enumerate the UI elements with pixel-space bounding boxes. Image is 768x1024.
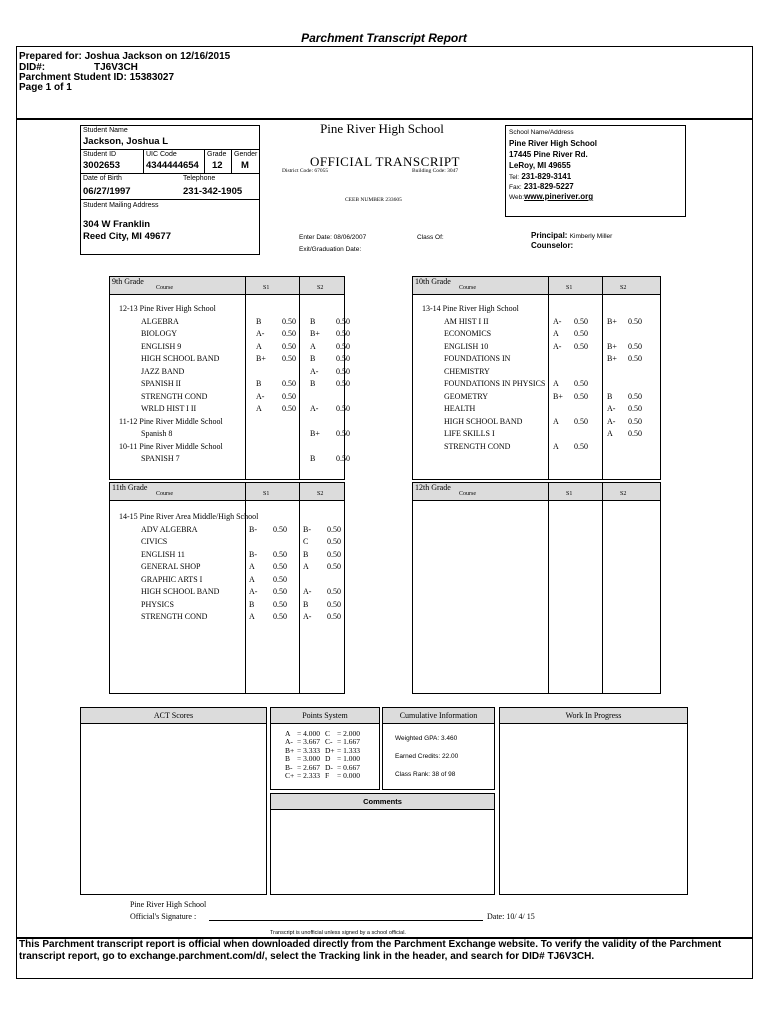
class-rank: Class Rank: 38 of 98: [395, 771, 456, 778]
s1-grade: A: [553, 329, 559, 338]
s2-grade: A: [310, 341, 316, 351]
school-address-name: Pine River High School: [509, 139, 598, 148]
points-value: D+: [325, 745, 335, 755]
exit-date: Exit/Graduation Date:: [299, 246, 362, 253]
s1-credit: 0.50: [273, 587, 287, 596]
course-name: ALGEBRA: [141, 316, 179, 326]
s1-credit: 0.50: [273, 524, 287, 534]
points-value: C-: [325, 737, 333, 747]
course-row: [413, 392, 660, 405]
s1-credit: 0.50: [273, 599, 287, 609]
course-row: [110, 316, 350, 330]
course-name: LIFE SKILLS I: [444, 429, 495, 438]
school-heading: 12-13 Pine River High School: [119, 304, 216, 313]
work-in-progress-section: [499, 707, 688, 895]
s2-grade: B+: [310, 329, 320, 338]
s1-grade: A-: [249, 587, 258, 596]
cumulative-section: [382, 707, 495, 790]
course-name: Spanish 8: [141, 429, 173, 438]
s2-grade: B+: [607, 341, 617, 351]
course-name: GRAPHIC ARTS I: [141, 574, 203, 584]
address-line2: Reed City, MI 49677: [83, 231, 172, 242]
school-address-street: 17445 Pine River Rd.: [509, 150, 588, 159]
course-row: [110, 404, 350, 417]
grade-9-box: [109, 276, 350, 480]
course-name: STRENGTH COND: [444, 441, 511, 451]
s2-grade: A-: [607, 404, 616, 413]
principal-name: Kimberly Miller: [569, 233, 613, 240]
s2-col-label: S2: [620, 491, 627, 497]
s1-credit: 0.50: [282, 316, 296, 326]
course-row: [413, 442, 660, 455]
course-name: FOUNDATIONS IN: [444, 354, 511, 363]
building-code: Building Code: 3047: [412, 168, 459, 174]
s2-col-label: S2: [620, 285, 627, 291]
course-name: BIOLOGY: [141, 329, 177, 338]
course-name: CHEMISTRY: [444, 366, 490, 376]
s2-grade: A-: [303, 612, 312, 621]
points-value: = 3.000: [297, 754, 320, 764]
school-tel: [509, 172, 571, 181]
s2-grade: B+: [607, 354, 617, 363]
s2-grade: A-: [310, 404, 319, 413]
parchment-student-id: Parchment Student ID: 15383027: [19, 72, 175, 83]
s1-grade: A: [256, 341, 262, 351]
gender-value: M: [241, 160, 249, 171]
grade-header: [413, 277, 660, 295]
s2-credit: 0.50: [327, 587, 341, 596]
course-name: FOUNDATIONS IN PHYSICS: [444, 379, 546, 388]
s2-credit: 0.50: [628, 316, 642, 326]
s2-credit: 0.50: [336, 429, 350, 438]
course-row: [110, 392, 344, 405]
points-value: B-: [285, 762, 293, 772]
s2-credit: 0.50: [628, 391, 642, 401]
course-row: [110, 600, 344, 613]
points-system-section: [270, 707, 380, 790]
grade-title: 11th Grade: [112, 483, 148, 492]
course-row: [110, 537, 344, 550]
fax-label: Fax:: [509, 184, 522, 191]
points-value: A: [285, 729, 291, 738]
s1-grade: B-: [249, 549, 257, 559]
uic-code: 4344444654: [146, 160, 199, 171]
document-title: OFFICIAL TRANSCRIPT: [310, 154, 460, 169]
counselor-label: Counselor:: [531, 241, 574, 250]
course-name: ENGLISH 10: [444, 341, 489, 351]
comments-header: Comments: [271, 794, 494, 810]
did-value: TJ6V3CH: [94, 62, 138, 73]
s2-grade: B: [310, 454, 316, 463]
s2-grade: B: [310, 379, 316, 388]
tel-label: Tel:: [509, 174, 520, 181]
school-fax: [509, 182, 574, 191]
course-row: [110, 329, 350, 342]
points-value: B: [285, 754, 291, 764]
course-name: AM HIST I II: [444, 316, 489, 326]
course-name: GEOMETRY: [444, 391, 488, 401]
comments-section: [270, 793, 495, 895]
s1-grade: A: [249, 562, 255, 571]
s1-col-label: S1: [263, 491, 270, 497]
s1-credit: 0.50: [273, 612, 287, 621]
s1-grade: A-: [553, 316, 562, 326]
s2-grade: A-: [607, 416, 616, 426]
points-value: D: [325, 754, 331, 764]
course-name: GENERAL SHOP: [141, 562, 201, 571]
school-heading: 11-12 Pine River Middle School: [119, 416, 223, 426]
student-id: 3002653: [83, 160, 120, 171]
school-heading: 13-14 Pine River High School: [422, 304, 519, 313]
points-value: = 2.000: [337, 729, 360, 738]
course-row: [110, 417, 344, 430]
points-value: C: [325, 729, 331, 738]
s1-grade: B+: [553, 391, 563, 401]
s2-credit: 0.50: [336, 354, 350, 363]
s2-col-label: S2: [317, 491, 324, 497]
signature-date: Date: 10/ 4/ 15: [487, 912, 535, 921]
grade-header: [110, 483, 344, 501]
s2-grade: B+: [607, 316, 617, 326]
s2-grade: B-: [303, 524, 311, 534]
course-row: [110, 366, 350, 380]
s1-credit: 0.50: [574, 341, 588, 351]
course-row: [110, 575, 344, 588]
s1-credit: 0.50: [273, 549, 287, 559]
course-name: ADV ALGEBRA: [141, 524, 198, 534]
course-row: [110, 612, 344, 625]
s1-col-label: S1: [566, 491, 573, 497]
student-id-cell: [81, 150, 144, 174]
points-value: = 2.333: [297, 770, 320, 780]
points-value: D-: [325, 762, 333, 772]
uic-cell: [144, 150, 205, 174]
course-col-label: Course: [156, 285, 173, 291]
s1-credit: 0.50: [574, 416, 588, 426]
gender-cell: [232, 150, 259, 174]
course-row: [110, 341, 350, 355]
s2-credit: 0.50: [628, 354, 642, 363]
points-value: = 1.667: [337, 737, 360, 747]
school-heading: 14-15 Pine River Area Middle/High School: [119, 512, 259, 521]
course-row: [110, 587, 344, 600]
phone-label: Telephone: [183, 175, 216, 182]
points-value: C+: [285, 770, 295, 780]
fax-value: 231-829-5227: [523, 182, 574, 191]
student-name-label: Student Name: [83, 127, 128, 134]
s1-col-label: S1: [263, 285, 270, 291]
footer-notice: This Parchment transcript report is official when downloaded directly from the Parchment Exchange website. To verify the validity of the Parchment transcript report, go to exchange.parchment.com/d/, select the Tracking link in the header, and search for DID# TJ6V3CH.: [19, 939, 722, 962]
dob-phone-cell: [81, 174, 259, 200]
report-title: Parchment Transcript Report: [301, 31, 467, 45]
address-line1: 304 W Franklin: [83, 219, 151, 230]
course-name: ENGLISH 11: [141, 549, 185, 559]
dob-value: 06/27/1997: [83, 186, 131, 197]
s1-grade: A: [553, 416, 559, 426]
s2-credit: 0.50: [327, 612, 341, 621]
uic-label: UIC Code: [146, 151, 177, 158]
course-col-label: Course: [156, 491, 173, 497]
s2-credit: 0.50: [628, 341, 642, 351]
column-divider: [602, 483, 603, 693]
s2-col-label: S2: [317, 285, 324, 291]
course-row: [413, 417, 660, 430]
signature-school: Pine River High School: [130, 900, 207, 909]
s1-grade: B: [256, 379, 262, 388]
points-value: = 2.667: [297, 762, 320, 772]
course-name: ENGLISH 9: [141, 341, 182, 351]
course-row: [110, 562, 344, 575]
s2-credit: 0.50: [327, 599, 341, 609]
phone-value: 231-342-1905: [183, 186, 243, 197]
s1-col-label: S1: [566, 285, 573, 291]
course-row: [413, 342, 660, 355]
s2-credit: 0.50: [336, 454, 350, 463]
course-row: [413, 367, 660, 380]
points-value: F: [325, 770, 330, 780]
course-row: [110, 454, 350, 467]
act-scores-header: ACT Scores: [81, 708, 266, 724]
s1-grade: B-: [249, 524, 257, 534]
grade-value: 12: [212, 160, 223, 171]
signature-label: Official's Signature :: [130, 912, 197, 921]
s2-credit: 0.50: [327, 562, 341, 571]
s1-grade: A-: [553, 341, 562, 351]
dob-label: Date of Birth: [83, 175, 122, 182]
s2-grade: B: [303, 549, 309, 559]
s1-grade: A: [249, 574, 255, 584]
s2-grade: A-: [303, 587, 312, 596]
s2-grade: A-: [310, 366, 319, 376]
gender-label: Gender: [234, 151, 258, 158]
s2-grade: B: [310, 316, 316, 326]
signature-line[interactable]: [209, 920, 483, 921]
s2-credit: 0.50: [327, 549, 341, 559]
s1-grade: A-: [256, 391, 265, 401]
points-value: = 0.667: [337, 762, 360, 772]
points-value: B+: [285, 745, 295, 755]
s1-credit: 0.50: [282, 391, 296, 401]
s1-credit: 0.50: [282, 341, 296, 351]
work-in-progress-header: Work In Progress: [500, 708, 687, 724]
s1-grade: A: [553, 441, 559, 451]
points-value: = 1.000: [337, 754, 360, 764]
principal-label: Principal:: [531, 231, 568, 240]
s2-credit: 0.50: [336, 404, 350, 413]
points-value: = 4.000: [297, 729, 320, 738]
s1-grade: A: [256, 404, 262, 413]
web-label: Web:: [509, 194, 525, 201]
course-row: [413, 429, 660, 442]
s1-grade: A-: [256, 329, 265, 338]
s2-credit: 0.50: [327, 524, 341, 534]
school-address-box: [505, 125, 686, 217]
s1-grade: B+: [256, 354, 266, 363]
grade-10-box: [412, 276, 661, 480]
s1-credit: 0.50: [282, 329, 296, 338]
points-value: = 1.333: [337, 745, 360, 755]
district-code: District Code: 67055: [282, 168, 329, 174]
course-name: JAZZ BAND: [141, 366, 185, 376]
s2-grade: C: [303, 537, 309, 546]
course-name: CIVICS: [141, 537, 168, 546]
s2-credit: 0.50: [628, 416, 642, 426]
page-number: Page 1 of 1: [19, 82, 72, 93]
act-scores-section: [80, 707, 267, 895]
s1-credit: 0.50: [574, 391, 588, 401]
s1-grade: B: [256, 316, 262, 326]
s2-grade: B: [303, 599, 309, 609]
student-id-label: Student ID: [83, 151, 117, 158]
student-name-cell: [81, 126, 259, 150]
school-address-label: School Name/Address: [509, 129, 574, 136]
course-row: [110, 304, 344, 317]
s2-credit: 0.50: [336, 316, 350, 326]
s1-grade: A: [249, 612, 255, 621]
grade-title: 10th Grade: [415, 277, 451, 286]
course-name: SPANISH II: [141, 379, 181, 388]
course-row: [413, 317, 660, 330]
course-row: [110, 354, 350, 367]
course-name: SPANISH 7: [141, 454, 180, 463]
earned-credits: Earned Credits: 22.00: [395, 753, 459, 760]
grade-title: 9th Grade: [112, 277, 144, 286]
s2-grade: B: [607, 391, 613, 401]
prepared-for: Prepared for: Joshua Jackson on 12/16/2015: [19, 51, 231, 62]
s2-credit: 0.50: [628, 404, 642, 413]
points-value: = 0.000: [337, 770, 360, 780]
s1-credit: 0.50: [574, 316, 588, 326]
course-row: [413, 304, 660, 317]
course-name: WRLD HIST I II: [141, 404, 197, 413]
course-row: [110, 429, 350, 442]
principal-row: [531, 231, 612, 240]
course-name: STRENGTH COND: [141, 612, 208, 621]
s2-credit: 0.50: [336, 379, 350, 388]
school-name: Pine River High School: [320, 121, 444, 136]
course-row: [110, 379, 350, 392]
class-of: Class Of:: [417, 234, 444, 241]
grade-header: [110, 277, 344, 295]
school-heading: 10-11 Pine River Middle School: [119, 441, 223, 451]
grade-title: 12th Grade: [415, 483, 451, 492]
weighted-gpa: Weighted GPA: 3.460: [395, 735, 458, 742]
s1-credit: 0.50: [273, 562, 287, 571]
grade-12-box: [412, 482, 661, 694]
grade-header: [413, 483, 660, 501]
s2-credit: 0.50: [336, 341, 350, 351]
course-name: HEALTH: [444, 404, 476, 413]
enter-date: Enter Date: 08/06/2007: [299, 234, 367, 241]
s2-grade: A: [607, 429, 613, 438]
s2-grade: B: [310, 354, 316, 363]
tel-value: 231-829-3141: [521, 172, 572, 181]
s1-credit: 0.50: [273, 574, 287, 584]
grade-label: Grade: [207, 151, 227, 158]
points-value: A-: [285, 737, 293, 747]
course-name: STRENGTH COND: [141, 391, 208, 401]
s1-credit: 0.50: [282, 354, 296, 363]
s2-credit: 0.50: [628, 429, 642, 438]
points-value: = 3.333: [297, 745, 320, 755]
column-divider: [548, 483, 549, 693]
course-name: HIGH SCHOOL BAND: [444, 416, 523, 426]
student-name: Jackson, Joshua L: [83, 136, 169, 147]
points-value: = 3.667: [297, 737, 320, 747]
course-row: [413, 354, 660, 367]
course-col-label: Course: [459, 491, 476, 497]
ceeb-number: CEEB NUMBER 233605: [345, 197, 402, 203]
course-row: [110, 525, 344, 538]
s1-credit: 0.50: [282, 404, 296, 413]
s1-grade: A: [553, 379, 559, 388]
points-system-header: Points System: [271, 708, 379, 724]
signature-note: Transcript is unofficial unless signed by a school official.: [270, 930, 406, 936]
school-web: [509, 192, 593, 201]
s2-credit: 0.50: [327, 537, 341, 546]
cumulative-header: Cumulative Information: [383, 708, 494, 724]
grade-cell: [205, 150, 232, 174]
s1-credit: 0.50: [282, 379, 296, 388]
course-row: [413, 404, 660, 417]
course-row: [110, 512, 344, 525]
course-name: HIGH SCHOOL BAND: [141, 587, 220, 596]
course-row: [110, 550, 344, 563]
course-name: ECONOMICS: [444, 329, 492, 338]
s1-grade: B: [249, 599, 255, 609]
course-col-label: Course: [459, 285, 476, 291]
s2-credit: 0.50: [336, 329, 350, 338]
s1-credit: 0.50: [574, 441, 588, 451]
s2-grade: A: [303, 562, 309, 571]
grade-11-box: [109, 482, 345, 694]
address-label: Student Mailing Address: [83, 202, 159, 209]
course-row: [110, 442, 344, 455]
web-link[interactable]: www.pineriver.org: [524, 192, 594, 201]
course-row: [413, 329, 660, 342]
course-name: PHYSICS: [141, 599, 174, 609]
student-info-box: [80, 125, 260, 255]
s1-credit: 0.50: [574, 379, 588, 388]
course-name: HIGH SCHOOL BAND: [141, 354, 220, 363]
course-row: [413, 379, 660, 392]
school-address-city: LeRoy, MI 49655: [509, 161, 571, 170]
s2-credit: 0.50: [336, 366, 350, 376]
did-label: DID#:: [19, 62, 46, 73]
s1-credit: 0.50: [574, 329, 588, 338]
s2-grade: B+: [310, 429, 320, 438]
